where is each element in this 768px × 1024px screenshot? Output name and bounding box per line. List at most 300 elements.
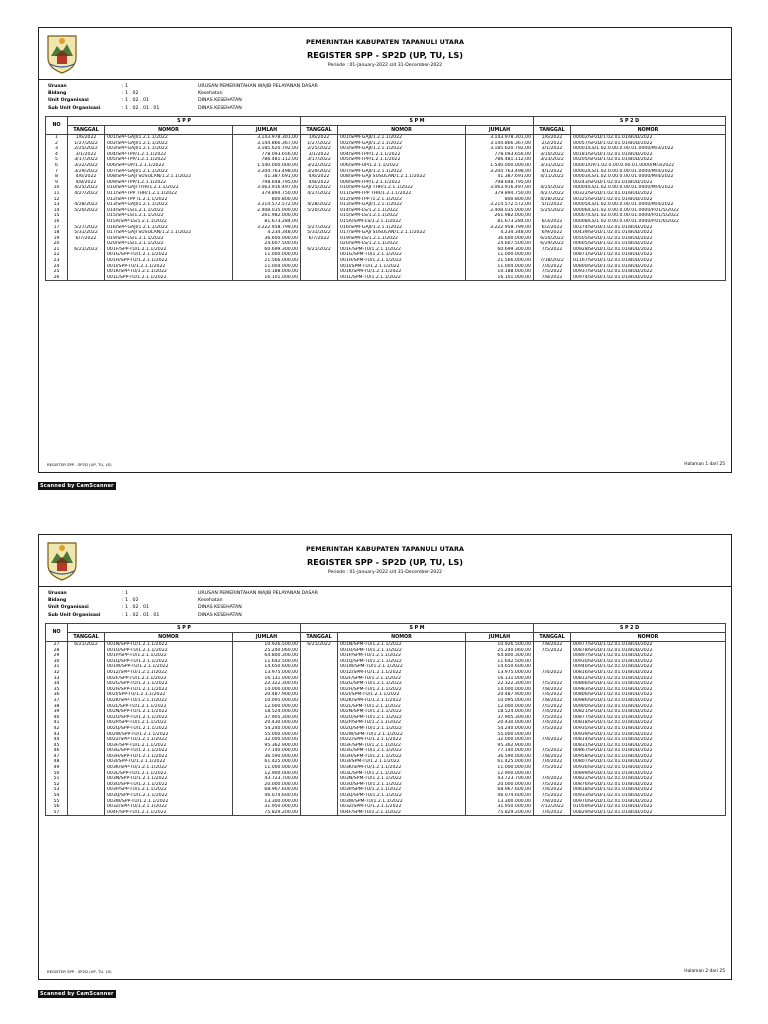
spm-jumlah: 14.650.600,00 (466, 664, 534, 670)
spm-jumlah: 60.699.300,00 (466, 247, 534, 253)
spm-nomor: 003/SPM-GAJI/1.2.1.1/2022 (338, 146, 466, 152)
sp2d-tanggal: 7/5/2022 (534, 748, 571, 754)
organization-info (48, 83, 318, 112)
spp-jumlah: 36.590.000,00 (233, 754, 301, 760)
spm-jumlah: 55.000.000,00 (466, 732, 534, 738)
row-no: 44 (46, 737, 68, 743)
spp-jumlah: 2.408.035.000,00 (233, 208, 301, 214)
page-number: Halaman 1 dari 25 (684, 462, 725, 467)
sp2d-nomor: 00374/SP2D/1.02.01.01/BUD/2022 (571, 225, 726, 231)
spp-jumlah: 60.699.300,00 (233, 247, 301, 253)
sp2d-nomor: 00928/SP2D/1.02.01.01/BUD/2022 (571, 247, 726, 253)
spp-jumlah: 31.950.000,00 (233, 804, 301, 810)
spm-nomor: 001O/SPM-TU/1.2.1.1/2022 (338, 648, 466, 654)
spp-nomor: 003P/SPP-TU/1.2.1.1/2022 (105, 787, 233, 793)
spm-nomor: 011/SPM-TPP THR/1.2.1.1/2022 (338, 191, 466, 197)
sp2d-tanggal: 7/4/2022 (534, 737, 571, 743)
spp-nomor: 002W/SPP-TU/1.2.1.1/2022 (105, 732, 233, 738)
spm-jumlah: 20.487.900,00 (466, 692, 534, 698)
spp-nomor: 001H/SPP-TU/1.2.1.1/2022 (105, 258, 233, 264)
spp-nomor: 012/SPP-TPP /1.2.1.1/2022 (105, 197, 233, 203)
sp2d-nomor: 00812/SP2D/1.02.01.01/BUD/2022 (571, 676, 726, 682)
spm-nomor: 015A/SPM-LS/1.2.1.1/2022 (338, 219, 466, 225)
col-group-spp: S P P (68, 117, 301, 126)
sp2d-tanggal: 1/6/2022 (534, 135, 571, 141)
spp-jumlah: 11.004.000,00 (233, 264, 301, 270)
spm-nomor: 003L/SPM-TU/1.2.1.1/2022 (338, 771, 466, 777)
spm-nomor: 003G/SPM-TU/1.2.1.1/2022 (338, 748, 466, 754)
spm-nomor: 002G/SPM-TU/1.2.1.1/2022 (338, 681, 466, 687)
row-no: 35 (46, 687, 68, 693)
table-row (46, 793, 726, 799)
table-row (46, 202, 726, 208)
row-no: 6 (46, 163, 68, 169)
meta-row-bidang (48, 597, 318, 604)
spp-nomor: 004F/SPP-TU/1.2.1.1/2022 (105, 810, 233, 816)
header-divider (39, 586, 731, 587)
spp-jumlah: 13.300.000,00 (233, 799, 301, 805)
spm-nomor: 013/SPM-GAJI/1.2.1.1/2022 (338, 202, 466, 208)
spp-nomor: 003Z/SPP-TU/1.2.1.1/2022 (105, 804, 233, 810)
spm-nomor: 009/SPM-TPP/1.2.1.1/2022 (338, 180, 466, 186)
row-no: 47 (46, 754, 68, 760)
spp-nomor: 016/SPP-GAJI/1.2.1.1/2022 (105, 225, 233, 231)
spm-jumlah: 46.074.600,00 (466, 793, 534, 799)
spp-jumlah: 41.387.691,00 (233, 174, 301, 180)
table-group-header (46, 624, 726, 633)
spm-tanggal: 6/7/2022 (301, 236, 338, 242)
sp2d-tanggal: 4/27/2022 (534, 191, 571, 197)
sp2d-nomor: 00181/SP2D/1.02.01.01/BUD/2022 (571, 152, 726, 158)
spm-tanggal: 5/27/2022 (301, 225, 338, 231)
spm-nomor: 014/SPM-LS/1.2.1.1/2022 (338, 208, 466, 214)
spm-jumlah: 11.000.000,00 (466, 765, 534, 771)
col-spp-tanggal: TANGGAL (68, 126, 105, 135)
sp2d-nomor: 00806/SP2D/1.02.01.01/BUD/2022 (571, 692, 726, 698)
spp-jumlah: 24.607.500,00 (233, 241, 301, 247)
sp2d-nomor: 00933/SP2D/1.02.01.01/BUD/2022 (571, 793, 726, 799)
spp-nomor: 008/SPP-GAJI SUSULAN/1.2.1.1/2022 (105, 174, 233, 180)
table-row (46, 275, 726, 281)
row-no: 17 (46, 225, 68, 231)
spp-jumlah: 800.800,00 (233, 197, 301, 203)
col-group-sp2d: S P 2 D (534, 624, 726, 633)
meta-label: Unit Organisasi (48, 605, 89, 611)
spp-tanggal: 4/25/2022 (68, 185, 105, 191)
meta-label: Urusan (48, 84, 67, 89)
row-no: 37 (46, 698, 68, 704)
table-row (46, 765, 726, 771)
sp2d-nomor: 00831/SP2D/1.02.01.01/BUD/2022 (571, 743, 726, 749)
spp-tanggal: 4/6/2022 (68, 174, 105, 180)
spm-jumlah: 12.000.000,00 (466, 704, 534, 710)
spm-nomor: 008/SPM-GAJI SUSULAN/1.2.1.1/2022 (338, 174, 466, 180)
report-page-2 (38, 534, 732, 980)
spm-nomor: 002/SPM-GAJI/1.2.1.1/2022 (338, 141, 466, 147)
meta-code: : 1 . 02 (122, 598, 139, 604)
col-spp-nomor: NOMOR (105, 633, 233, 642)
spm-jumlah: 13.300.000,00 (466, 799, 534, 805)
sp2d-tanggal: 7/4/2022 (534, 776, 571, 782)
spp-jumlah: 778.093.656,00 (233, 152, 301, 158)
sp2d-nomor: 00974/SP2D/1.02.01.01/BUD/2022 (571, 275, 726, 281)
spm-nomor: 002W/SPM-TU/1.2.1.1/2022 (338, 732, 466, 738)
col-sp2d-nomor: NOMOR (571, 126, 726, 135)
spp-nomor: 003Q/SPP-TU/1.2.1.1/2022 (105, 793, 233, 799)
sp2d-tanggal: 7/4/2022 (534, 670, 571, 676)
spp-jumlah: 3.063.916.497,00 (233, 185, 301, 191)
spp-nomor: 003/SPP-GAJI/1.2.1.1/2022 (105, 146, 233, 152)
spp-nomor: 002N/SPP-TU/1.2.1.1/2022 (105, 709, 233, 715)
spp-jumlah: 12.000.000,00 (233, 704, 301, 710)
meta-name: DINAS KESEHATAN (198, 105, 242, 111)
row-no: 14 (46, 208, 68, 214)
meta-name: URUSAN PEMERINTAHAN WAJIB PELAYANAN DASAR (198, 84, 318, 89)
row-no: 5 (46, 157, 68, 163)
row-no: 21 (46, 247, 68, 253)
row-no: 52 (46, 782, 68, 788)
col-group-spm: S P M (301, 624, 534, 633)
sp2d-tanggal: 7/8/2022 (534, 687, 571, 693)
spm-nomor: 003F/SPM-TU/1.2.1.1/2022 (338, 743, 466, 749)
spm-jumlah: 68.967.600,00 (466, 787, 534, 793)
sp2d-nomor: 00936/SP2D/1.02.01.01/BUD/2022 (571, 765, 726, 771)
spm-jumlah: 36.590.000,00 (466, 754, 534, 760)
spm-nomor: 020/SPM-LS/1.2.1.1/2022 (338, 241, 466, 247)
spm-jumlah: 4.234.348,00 (466, 230, 534, 236)
col-no: NO (46, 117, 68, 135)
row-no: 50 (46, 771, 68, 777)
sp2d-tanggal: 6/3/2022 (534, 219, 571, 225)
spm-jumlah: 786.481.112,00 (466, 157, 534, 163)
row-no: 34 (46, 681, 68, 687)
sp2d-nomor: 00877/SP2D/1.02.01.01/BUD/2022 (571, 715, 726, 721)
spp-tanggal: 1/27/2022 (68, 141, 105, 147)
spp-jumlah: 261.982.000,00 (233, 213, 301, 219)
spp-nomor: 002/SPP-GAJI/1.2.1.1/2022 (105, 141, 233, 147)
sp2d-tanggal: 7/5/2022 (534, 726, 571, 732)
report-page-1 (38, 27, 732, 473)
row-no: 15 (46, 213, 68, 219)
sp2d-tanggal: 7/8/2022 (534, 754, 571, 760)
spp-jumlah: 11.000.000,00 (233, 765, 301, 771)
spm-jumlah: 3.185.620.792,00 (466, 146, 534, 152)
sp2d-tanggal: 7/12/2022 (534, 804, 571, 810)
table-row (46, 191, 726, 197)
sp2d-nomor: 00897/SP2D/1.02.01.01/BUD/2022 (571, 653, 726, 659)
spp-nomor: 014/SPP-LS/1.2.1.1/2022 (105, 208, 233, 214)
spm-tanggal: 3/29/2022 (301, 169, 338, 175)
spm-nomor: 002N/SPM-TU/1.2.1.1/2022 (338, 709, 466, 715)
row-no: 51 (46, 776, 68, 782)
sp2d-nomor: 00818/SP2D/1.02.01.01/BUD/2022 (571, 787, 726, 793)
row-no: 9 (46, 180, 68, 186)
spm-nomor: 006/SPM-UP/1.2.1.1/2022 (338, 163, 466, 169)
sp2d-nomor: 00935/SP2D/1.02.01.01/BUD/2022 (571, 726, 726, 732)
spp-nomor: 002L/SPP-TU/1.2.1.1/2022 (105, 704, 233, 710)
report-header (39, 38, 731, 68)
spm-jumlah: 37.905.300,00 (466, 715, 534, 721)
meta-code: : 1 . 02 . 01 . 01 (122, 105, 160, 111)
spp-nomor: 005/SPP-TPP/1.2.1.1/2022 (105, 157, 233, 163)
table-row (46, 737, 726, 743)
meta-row-sub-unit (48, 105, 318, 112)
sp2d-tanggal: 7/8/2022 (534, 642, 571, 648)
row-no: 30 (46, 659, 68, 665)
spp-nomor: 003K/SPP-TU/1.2.1.1/2022 (105, 765, 233, 771)
spp-nomor: 001N/SPP-TU/1.2.1.1/2022 (105, 642, 233, 648)
sp2d-tanggal: 6/9/2022 (534, 230, 571, 236)
col-spp-tanggal: TANGGAL (68, 633, 105, 642)
col-group-spp: S P P (68, 624, 301, 633)
meta-name: DINAS KESEHATAN (198, 612, 242, 618)
spp-jumlah: 379.894.750,00 (233, 191, 301, 197)
sp2d-nomor: 00818/SP2D/1.02.01.01/BUD/2022 (571, 720, 726, 726)
register-title: REGISTER SPP - SP2D (UP, TU, LS) (306, 557, 464, 567)
spm-jumlah: 800.800,00 (466, 197, 534, 203)
spp-nomor: 002G/SPP-TU/1.2.1.1/2022 (105, 681, 233, 687)
spm-jumlah: 11.000.000,00 (466, 252, 534, 258)
spp-jumlah: 20.000.000,00 (233, 782, 301, 788)
row-no: 8 (46, 174, 68, 180)
spp-jumlah: 13.975.000,00 (233, 670, 301, 676)
sp2d-tanggal: 7/5/2022 (534, 765, 571, 771)
meta-label: Urusan (48, 591, 67, 596)
table-row (46, 681, 726, 687)
spm-tanggal: 4/28/2022 (301, 202, 338, 208)
sp2d-nomor: 00940/SP2D/1.02.01.01/BUD/2022 (571, 664, 726, 670)
row-no: 23 (46, 258, 68, 264)
spm-nomor: 003O/SPM-TU/1.2.1.1/2022 (338, 782, 466, 788)
sp2d-tanggal: 7/4/2022 (534, 759, 571, 765)
sp2d-nomor: 00002/LS/1.02.0.00.0.00.01.0000/M/4/2022 (571, 169, 726, 175)
spm-nomor: 001Z/SPM-TU/1.2.1.1/2022 (338, 670, 466, 676)
spm-tanggal: 4/8/2022 (301, 180, 338, 186)
row-no: 39 (46, 709, 68, 715)
spm-nomor: 001Q/SPM-TU/1.2.1.1/2022 (338, 659, 466, 665)
spp-nomor: 001W/SPP-TU/1.2.1.1/2022 (105, 664, 233, 670)
spp-jumlah: 798.648.795,00 (233, 180, 301, 186)
register-rows (46, 642, 726, 816)
spm-nomor: 002L/SPM-TU/1.2.1.1/2022 (338, 704, 466, 710)
spm-nomor: 001P/SPM-TU/1.2.1.1/2022 (338, 653, 466, 659)
meta-row-urusan (48, 590, 318, 597)
spm-nomor: 001G/SPM-TU/1.2.1.1/2022 (338, 252, 466, 258)
sp2d-tanggal: 6/29/2022 (534, 241, 571, 247)
row-no: 38 (46, 704, 68, 710)
row-no: 32 (46, 670, 68, 676)
spm-tanggal: 4/27/2022 (301, 191, 338, 197)
col-group-sp2d: S P 2 D (534, 117, 726, 126)
spm-nomor: 002K/SPM-TU/1.2.1.1/2022 (338, 698, 466, 704)
sp2d-nomor: 00878/SP2D/1.02.01.01/BUD/2022 (571, 648, 726, 654)
spp-jumlah: 61.425.000,00 (233, 759, 301, 765)
row-no: 10 (46, 185, 68, 191)
table-row (46, 146, 726, 152)
sp2d-tanggal: 7/4/2022 (534, 709, 571, 715)
spm-jumlah: 16.131.000,00 (466, 676, 534, 682)
table-row (46, 642, 726, 648)
table-row (46, 230, 726, 236)
footer-report-name: REGISTER SPP - SP2D (UP, TU, LS) (47, 969, 112, 974)
spp-nomor: 015A/SPP-LS/1.2.1.1/2022 (105, 219, 233, 225)
row-no: 40 (46, 715, 68, 721)
spp-nomor: 003W/SPP-TU/1.2.1.1/2022 (105, 799, 233, 805)
spp-nomor: 010/SPP-GAJI THR/1.2.1.1/2022 (105, 185, 233, 191)
sp2d-tanggal: 7/4/2022 (534, 787, 571, 793)
sp2d-tanggal: 7/5/2022 (534, 269, 571, 275)
spm-jumlah: 32.000.000,00 (466, 737, 534, 743)
spm-jumlah: 54.240.000,00 (466, 726, 534, 732)
row-no: 16 (46, 219, 68, 225)
spp-tanggal (68, 810, 105, 816)
spm-jumlah: 14.000.000,00 (466, 687, 534, 693)
spp-jumlah: 68.967.600,00 (233, 787, 301, 793)
spp-nomor: 011/SPP-TPP THR/1.2.1.1/2022 (105, 191, 233, 197)
scanner-watermark: Scanned by CamScanner (40, 483, 114, 489)
spm-nomor: 010/SPM-GAJI THR/1.2.1.1/2022 (338, 185, 466, 191)
spm-nomor: 003H/SPM-TU/1.2.1.1/2022 (338, 754, 466, 760)
row-no: 42 (46, 726, 68, 732)
spm-jumlah: 20.000.000,00 (466, 782, 534, 788)
spp-tanggal: 5/27/2022 (68, 225, 105, 231)
row-no: 29 (46, 653, 68, 659)
sp2d-nomor: 00829/SP2D/1.02.01.01/BUD/2022 (571, 810, 726, 816)
sp2d-tanggal: 7/18/2022 (534, 258, 571, 264)
col-sp2d-tanggal: TANGGAL (534, 126, 571, 135)
spm-nomor: 002O/SPM-TU/1.2.1.1/2022 (338, 715, 466, 721)
sp2d-tanggal: 7/5/2022 (534, 247, 571, 253)
col-no: NO (46, 624, 68, 642)
sp2d-tanggal: 7/8/2022 (534, 275, 571, 281)
spm-tanggal: 1/27/2022 (301, 141, 338, 147)
sp2d-nomor: 00008/LS/1.02.0.00.0.00.01.0000/P.01/6/2022 (571, 219, 726, 225)
spp-nomor: 003N/SPP-TU/1.2.1.1/2022 (105, 776, 233, 782)
spp-jumlah: 4.234.348,00 (233, 230, 301, 236)
sp2d-nomor: 00325/SP2D/1.02.01.01/BUD/2022 (571, 197, 726, 203)
col-spm-nomor: NOMOR (338, 633, 466, 642)
spm-jumlah: 95.362.900,00 (466, 743, 534, 749)
col-spm-tanggal: TANGGAL (301, 633, 338, 642)
spp-nomor: 003F/SPP-TU/1.2.1.1/2022 (105, 743, 233, 749)
row-no: 31 (46, 664, 68, 670)
meta-row-unit (48, 604, 318, 611)
spp-jumlah: 11.000.000,00 (233, 252, 301, 258)
sp2d-nomor: 00871/SP2D/1.02.01.01/BUD/2022 (571, 252, 726, 258)
sp2d-nomor: 00866/SP2D/1.02.01.01/BUD/2022 (571, 681, 726, 687)
spm-jumlah: 3.143.978.301,00 (466, 135, 534, 141)
spp-jumlah: 81.673.284,00 (233, 219, 301, 225)
spp-jumlah: 1.540.000.000,00 (233, 163, 301, 169)
row-no: 36 (46, 692, 68, 698)
sp2d-nomor: 00822/SP2D/1.02.01.01/BUD/2022 (571, 776, 726, 782)
spm-nomor: 019/SPM-LS/1.2.1.1/2022 (338, 236, 466, 242)
spp-nomor: 002Q/SPP-TU/1.2.1.1/2022 (105, 726, 233, 732)
spp-jumlah: 22.322.300,00 (233, 681, 301, 687)
meta-label: Sub Unit Organisasi (48, 612, 101, 618)
spm-nomor: 003I/SPM-TU/1.2.1.1/2022 (338, 759, 466, 765)
spp-jumlah: 11.642.500,00 (233, 659, 301, 665)
row-no: 24 (46, 264, 68, 270)
spm-jumlah: 75.829.200,00 (466, 810, 534, 816)
sp2d-tanggal: 7/5/2022 (534, 715, 571, 721)
spp-tanggal: 3/22/2022 (68, 163, 105, 169)
row-no: 57 (46, 810, 68, 816)
spp-nomor: 001K/SPP-TU/1.2.1.1/2022 (105, 269, 233, 275)
spm-nomor: 016/SPM-GAJI/1.2.1.1/2022 (338, 225, 466, 231)
spp-tanggal: 6/21/2022 (68, 642, 105, 648)
col-sp2d-tanggal: TANGGAL (534, 633, 571, 642)
spm-tanggal: 3/22/2022 (301, 163, 338, 169)
table-row (46, 219, 726, 225)
spp-nomor: 015/SPP-LS/1.2.1.1/2022 (105, 213, 233, 219)
sp2d-tanggal: 7/5/2022 (534, 793, 571, 799)
sp2d-nomor: 00937/SP2D/1.02.01.01/BUD/2022 (571, 269, 726, 275)
sp2d-tanggal: 6/20/2022 (534, 236, 571, 242)
spm-nomor: 003K/SPM-TU/1.2.1.1/2022 (338, 765, 466, 771)
sp2d-nomor: 00876/SP2D/1.02.01.01/BUD/2022 (571, 782, 726, 788)
spm-tanggal: 6/21/2022 (301, 247, 338, 253)
spp-jumlah: 3.204.763.498,00 (233, 169, 301, 175)
row-no: 43 (46, 732, 68, 738)
spp-jumlah: 64.800.300,00 (233, 653, 301, 659)
spm-jumlah: 13.975.000,00 (466, 670, 534, 676)
sp2d-nomor: 00002/SP2D/1.02.01.01/BUD/2022 (571, 135, 726, 141)
sp2d-tanggal: 5/25/2022 (534, 208, 571, 214)
row-no: 12 (46, 197, 68, 203)
table-row (46, 258, 726, 264)
spp-nomor: 009/SPP-TPP/1.2.1.1/2022 (105, 180, 233, 186)
row-no: 1 (46, 135, 68, 141)
meta-code: : 1 (122, 84, 129, 89)
sp2d-tanggal: 7/4/2022 (534, 810, 571, 816)
table-row (46, 653, 726, 659)
meta-name: Kesehatan (198, 598, 223, 604)
spm-nomor: 002I/SPM-TU/1.2.1.1/2022 (338, 692, 466, 698)
spp-nomor: 001L/SPP-TU/1.2.1.1/2022 (105, 275, 233, 281)
meta-row-unit (48, 97, 318, 104)
spm-jumlah: 261.982.000,00 (466, 213, 534, 219)
spp-jumlah: 786.481.112,00 (233, 157, 301, 163)
row-no: 13 (46, 202, 68, 208)
spp-jumlah: 20.487.900,00 (233, 692, 301, 698)
sp2d-tanggal: 2/2/2022 (534, 141, 571, 147)
spp-nomor: 003G/SPP-TU/1.2.1.1/2022 (105, 748, 233, 754)
sp2d-nomor: 00900/SP2D/1.02.01.01/BUD/2022 (571, 704, 726, 710)
register-title: REGISTER SPP - SP2D (UP, TU, LS) (306, 50, 464, 60)
sp2d-tanggal: 7/8/2022 (534, 799, 571, 805)
spp-tanggal: 5/31/2022 (68, 230, 105, 236)
spm-nomor: 001H/SPM-TU/1.2.1.1/2022 (338, 258, 466, 264)
row-no: 19 (46, 236, 68, 242)
sp2d-nomor: 00800/SP2D/1.02.01.01/BUD/2022 (571, 264, 726, 270)
spp-nomor: 003O/SPP-TU/1.2.1.1/2022 (105, 782, 233, 788)
meta-code: : 1 . 02 . 01 (122, 98, 149, 104)
spp-jumlah: 3.222.958.799,00 (233, 225, 301, 231)
spm-nomor: 007/SPM-GAJI/1.2.1.1/2022 (338, 169, 466, 175)
meta-name: Kesehatan (198, 91, 223, 97)
spp-nomor: 002K/SPP-TU/1.2.1.1/2022 (105, 698, 233, 704)
row-no: 11 (46, 191, 68, 197)
spp-jumlah: 10.926.500,00 (233, 642, 301, 648)
sp2d-tanggal: 4/28/2022 (534, 197, 571, 203)
spp-jumlah: 14.650.600,00 (233, 664, 301, 670)
government-title: PEMERINTAH KABUPATEN TAPANULI UTARA (305, 545, 465, 553)
spp-nomor: 001Q/SPP-TU/1.2.1.1/2022 (105, 659, 233, 665)
spp-tanggal: 6/7/2022 (68, 236, 105, 242)
spm-jumlah: 20.430.000,00 (466, 720, 534, 726)
spp-nomor: 004/SPP-TPP/1.2.1.1/2022 (105, 152, 233, 158)
